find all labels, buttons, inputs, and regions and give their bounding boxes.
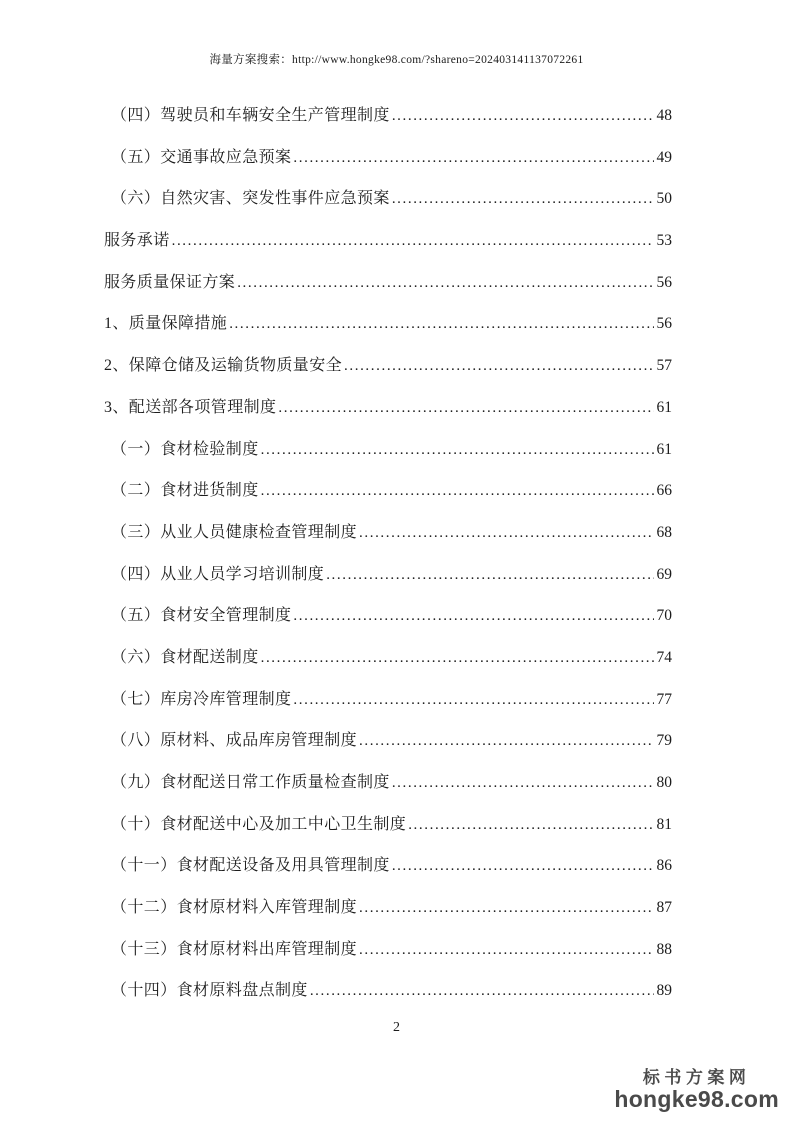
toc-entry-page: 77 bbox=[656, 690, 672, 708]
page-number: 2 bbox=[393, 1020, 400, 1035]
toc-entry-label: （二）食材进货制度 bbox=[111, 482, 259, 500]
toc-entry-page: 69 bbox=[656, 565, 672, 583]
toc-row bbox=[104, 481, 672, 523]
toc-row bbox=[104, 398, 672, 440]
toc-row bbox=[104, 273, 672, 315]
toc-row bbox=[104, 189, 672, 231]
toc-leader-dots bbox=[278, 399, 653, 418]
toc-row bbox=[104, 773, 672, 815]
toc-row bbox=[104, 440, 672, 482]
toc-leader-dots bbox=[359, 524, 653, 543]
toc-entry-page: 88 bbox=[656, 940, 672, 958]
toc-leader-dots bbox=[392, 857, 654, 876]
toc-entry-label: （四）从业人员学习培训制度 bbox=[111, 565, 325, 583]
toc-leader-dots bbox=[237, 274, 653, 293]
toc-row bbox=[104, 856, 672, 898]
toc-entry-label: （十四）食材原料盘点制度 bbox=[111, 982, 308, 1000]
toc-entry-page: 68 bbox=[656, 523, 672, 541]
toc-entry-label: 1、质量保障措施 bbox=[104, 315, 228, 333]
toc-entry-page: 89 bbox=[656, 982, 672, 1000]
toc-leader-dots bbox=[293, 691, 653, 710]
toc-entry-page: 80 bbox=[656, 774, 672, 791]
toc-entry-label: （五）食材安全管理制度 bbox=[111, 607, 292, 625]
toc-leader-dots bbox=[172, 232, 654, 251]
toc-entry-label: （七）库房冷库管理制度 bbox=[111, 690, 292, 708]
toc-entry-label: （十一）食材配送设备及用具管理制度 bbox=[111, 857, 390, 875]
toc-entry-label: 3、配送部各项管理制度 bbox=[104, 398, 277, 416]
toc-entry-label: （十二）食材原材料入库管理制度 bbox=[111, 899, 358, 917]
toc-row bbox=[104, 231, 672, 273]
toc-row bbox=[104, 106, 672, 148]
toc-row bbox=[104, 731, 672, 773]
toc-entry-label: 服务质量保证方案 bbox=[104, 273, 236, 291]
toc-entry-page: 61 bbox=[656, 440, 672, 458]
toc-leader-dots bbox=[359, 941, 653, 960]
toc-leader-dots bbox=[326, 566, 653, 585]
toc-entry-page: 66 bbox=[656, 482, 672, 500]
toc-entry-page: 86 bbox=[656, 857, 672, 875]
toc-row bbox=[104, 356, 672, 398]
document-header: 海量方案搜索：http://www.hongke98.com/?shareno=202403141137072261 bbox=[209, 54, 584, 66]
toc-entry-page: 48 bbox=[656, 107, 672, 124]
toc-entry-label: （一）食材检验制度 bbox=[111, 440, 259, 458]
watermark-domain: hongke98.com bbox=[614, 1085, 779, 1112]
toc-leader-dots bbox=[293, 607, 653, 626]
toc-entry-label: （六）食材配送制度 bbox=[111, 648, 259, 666]
toc-row bbox=[104, 314, 672, 356]
toc-list bbox=[104, 106, 672, 1023]
toc-entry-label: （九）食材配送日常工作质量检查制度 bbox=[111, 774, 390, 791]
toc-row bbox=[104, 648, 672, 690]
toc-row bbox=[104, 523, 672, 565]
toc-leader-dots bbox=[293, 149, 653, 168]
toc-leader-dots bbox=[392, 107, 654, 126]
toc-leader-dots bbox=[261, 441, 654, 460]
toc-entry-page: 81 bbox=[656, 815, 672, 833]
toc-entry-label: （十三）食材原材料出库管理制度 bbox=[111, 940, 358, 958]
toc-leader-dots bbox=[229, 315, 653, 334]
toc-entry-page: 49 bbox=[656, 148, 672, 166]
toc-entry-label: （六）自然灾害、突发性事件应急预案 bbox=[111, 190, 390, 208]
toc-entry-page: 56 bbox=[656, 273, 672, 291]
toc-entry-page: 79 bbox=[656, 732, 672, 750]
toc-leader-dots bbox=[392, 190, 654, 209]
toc-entry-page: 70 bbox=[656, 607, 672, 625]
toc-leader-dots bbox=[392, 774, 654, 793]
toc-leader-dots bbox=[310, 982, 654, 1001]
toc-entry-page: 87 bbox=[656, 899, 672, 917]
toc-entry-label: （五）交通事故应急预案 bbox=[111, 148, 292, 166]
toc-entry-label: （八）原材料、成品库房管理制度 bbox=[111, 732, 358, 750]
toc-row bbox=[104, 940, 672, 982]
toc-row bbox=[104, 606, 672, 648]
toc-entry-page: 74 bbox=[656, 648, 672, 666]
toc-entry-page: 56 bbox=[656, 315, 672, 333]
watermark-brand-cn: 标书方案网 bbox=[642, 1068, 751, 1088]
toc-leader-dots bbox=[344, 357, 653, 376]
toc-row bbox=[104, 898, 672, 940]
toc-leader-dots bbox=[408, 816, 653, 835]
toc-leader-dots bbox=[261, 649, 654, 668]
toc-entry-label: （四）驾驶员和车辆安全生产管理制度 bbox=[111, 107, 390, 124]
toc-entry-page: 50 bbox=[656, 190, 672, 208]
toc-entry-page: 61 bbox=[656, 398, 672, 416]
toc-row bbox=[104, 148, 672, 190]
toc-entry-page: 53 bbox=[656, 232, 672, 250]
toc-row bbox=[104, 815, 672, 857]
toc-leader-dots bbox=[359, 732, 653, 751]
watermark-logo bbox=[614, 1069, 779, 1111]
toc-row bbox=[104, 690, 672, 732]
toc-entry-page: 57 bbox=[656, 357, 672, 375]
toc-entry-label: （十）食材配送中心及加工中心卫生制度 bbox=[111, 815, 407, 833]
toc-leader-dots bbox=[359, 899, 653, 918]
toc-row bbox=[104, 565, 672, 607]
toc-entry-label: 服务承诺 bbox=[104, 232, 170, 250]
toc-leader-dots bbox=[261, 482, 654, 501]
toc-row bbox=[104, 981, 672, 1023]
toc-entry-label: （三）从业人员健康检查管理制度 bbox=[111, 523, 358, 541]
toc-entry-label: 2、保障仓储及运输货物质量安全 bbox=[104, 357, 343, 375]
